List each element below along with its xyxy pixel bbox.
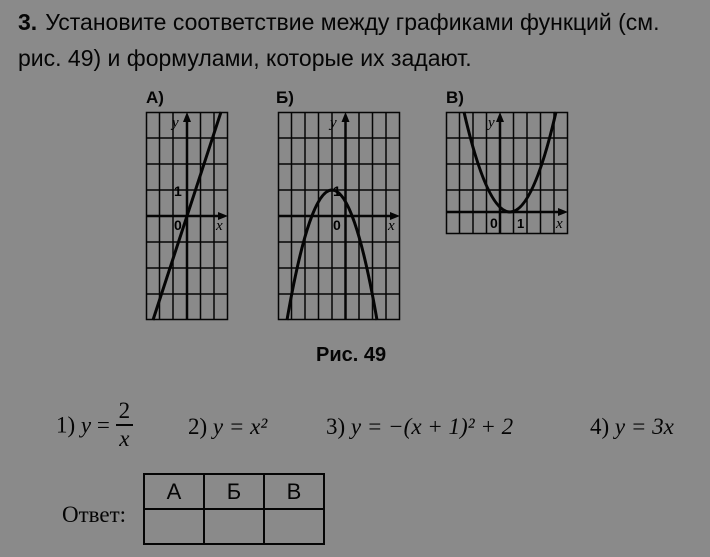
formula-3-body: y = −(x + 1)² + 2 xyxy=(350,414,514,439)
graph-a-label: А) xyxy=(146,88,164,107)
answer-header-row xyxy=(144,474,324,509)
formula-1 xyxy=(56,400,133,454)
formula-1-lhs: y xyxy=(80,412,92,438)
formula-1-number: 1) xyxy=(56,412,81,438)
formula-3 xyxy=(326,414,513,440)
formula-list xyxy=(56,400,706,464)
formula-1-equals: = xyxy=(91,412,116,438)
formula-2-number: 2) xyxy=(188,414,213,439)
x-axis-arrow-c xyxy=(558,208,568,216)
y-axis-arrow-b xyxy=(342,112,350,122)
formula-4 xyxy=(590,414,674,440)
origin-label-c: 0 xyxy=(490,215,498,231)
formula-2-body: y = x² xyxy=(212,414,268,439)
graph-a xyxy=(146,112,228,320)
answer-header-b: Б xyxy=(204,474,264,509)
answer-header-a: А xyxy=(144,474,204,509)
answer-table xyxy=(143,473,325,545)
tick-one-label-b: 1 xyxy=(333,183,341,199)
x-axis-label-c: x xyxy=(556,216,563,232)
y-axis-label-b: y xyxy=(330,115,337,131)
answer-cell-a[interactable] xyxy=(144,509,204,544)
x-axis-label-a: x xyxy=(216,218,223,234)
formula-1-fraction xyxy=(116,398,134,452)
y-axis-label-c: y xyxy=(488,115,495,131)
formula-4-number: 4) xyxy=(590,414,615,439)
graph-b xyxy=(278,112,400,320)
problem-number: 3. xyxy=(18,9,38,35)
answer-cell-c[interactable] xyxy=(264,509,324,544)
problem-text: Установите соответствие между графиками функций (см. рис. 49) и формулами, которые их задают. xyxy=(18,9,660,71)
y-axis-arrow-c xyxy=(496,112,504,122)
parabola-c xyxy=(464,112,556,212)
formula-1-denominator: x xyxy=(119,426,130,451)
graph-c-label: В) xyxy=(446,88,464,107)
formula-2 xyxy=(188,414,267,440)
graph-c xyxy=(446,112,568,234)
x-axis-label-b: x xyxy=(388,218,395,234)
origin-label-b: 0 xyxy=(333,217,341,233)
origin-label-a: 0 xyxy=(174,217,182,233)
figure-caption: Рис. 49 xyxy=(316,344,387,366)
answer-header-c: В xyxy=(264,474,324,509)
tick-one-label-c: 1 xyxy=(517,216,525,231)
tick-one-label-a: 1 xyxy=(174,183,182,199)
graph-b-label: Б) xyxy=(276,88,294,107)
formula-1-numerator: 2 xyxy=(116,398,134,426)
y-axis-label-a: y xyxy=(172,115,179,131)
grid-c xyxy=(446,112,568,234)
answer-value-row xyxy=(144,509,324,544)
y-axis-arrow-a xyxy=(183,112,191,122)
answer-cell-b[interactable] xyxy=(204,509,264,544)
formula-4-body: y = 3x xyxy=(614,414,674,439)
problem-statement xyxy=(18,4,698,76)
answer-label: Ответ: xyxy=(62,502,127,527)
formula-3-number: 3) xyxy=(326,414,351,439)
